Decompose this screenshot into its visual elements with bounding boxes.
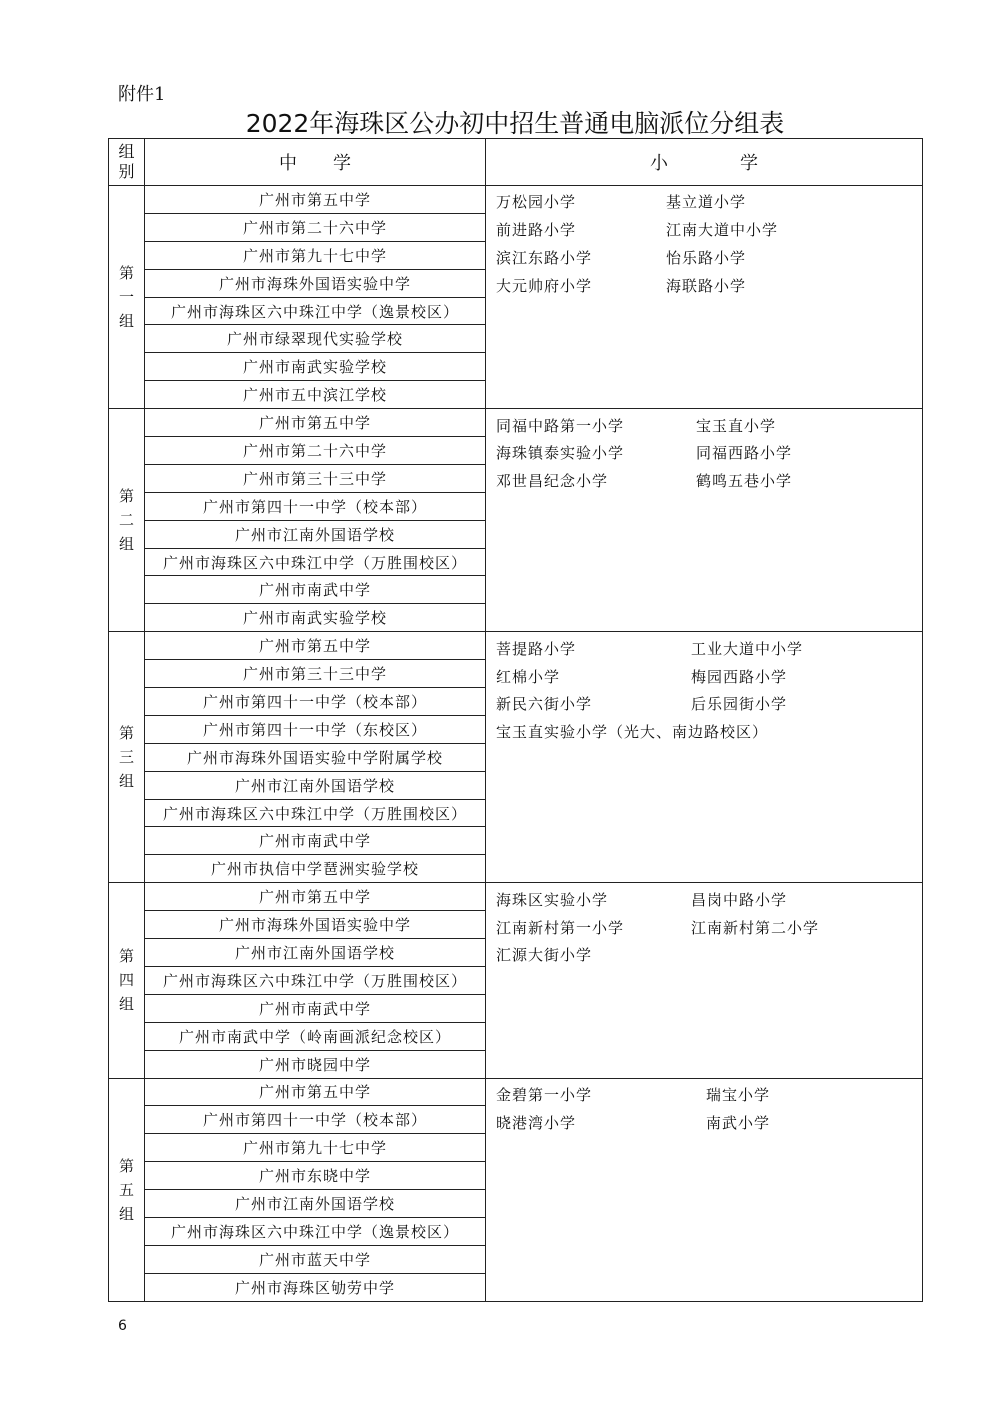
primary-school-name: 工业大道中小学 bbox=[691, 639, 804, 658]
primary-school-name: 前进路小学 bbox=[496, 221, 577, 240]
middle-school-cell: 广州市第四十一中学（校本部） bbox=[145, 1106, 486, 1134]
primary-school-name: 晓港湾小学 bbox=[496, 1113, 577, 1132]
middle-school-cell: 广州市执信中学琶洲实验学校 bbox=[145, 855, 486, 883]
primary-school-pair bbox=[496, 439, 922, 467]
middle-school-cell: 广州市江南外国语学校 bbox=[145, 520, 486, 548]
middle-school-cell: 广州市第三十三中学 bbox=[145, 464, 486, 492]
middle-school-cell: 广州市南武实验学校 bbox=[145, 353, 486, 381]
primary-school-name: 后乐园街小学 bbox=[691, 695, 788, 714]
middle-school-cell: 广州市第四十一中学（校本部） bbox=[145, 492, 486, 520]
primary-school-name: 万松园小学 bbox=[496, 193, 577, 212]
primary-school-name: 红棉小学 bbox=[496, 667, 561, 686]
primary-school-name: 金碧第一小学 bbox=[496, 1085, 593, 1104]
middle-school-cell: 广州市海珠外国语实验中学 bbox=[145, 911, 486, 939]
primary-school-name: 基立道小学 bbox=[666, 193, 747, 212]
table-row bbox=[109, 1078, 923, 1106]
group-label bbox=[109, 883, 145, 1078]
middle-school-cell: 广州市江南外国语学校 bbox=[145, 939, 486, 967]
middle-school-cell: 广州市海珠区六中珠江中学（万胜围校区） bbox=[145, 548, 486, 576]
primary-school-pair bbox=[496, 885, 922, 913]
primary-school-name: 海珠镇泰实验小学 bbox=[496, 444, 625, 463]
group-label-text: 第二组 bbox=[119, 487, 135, 554]
primary-school-pair bbox=[496, 244, 922, 272]
group-label-text: 第五组 bbox=[119, 1156, 135, 1223]
table-row bbox=[109, 632, 923, 660]
middle-school-cell: 广州市第二十六中学 bbox=[145, 213, 486, 241]
primary-school-name: 海珠区实验小学 bbox=[496, 890, 609, 909]
attachment-label: 附件1 bbox=[118, 84, 166, 105]
group-label bbox=[109, 632, 145, 883]
middle-school-cell: 广州市海珠区劬劳中学 bbox=[145, 1273, 486, 1301]
primary-school-name: 宝玉直小学 bbox=[696, 416, 777, 435]
primary-school-pair bbox=[496, 411, 922, 439]
primary-school-name: 江南新村第二小学 bbox=[691, 918, 820, 937]
primary-school-pair bbox=[496, 662, 922, 690]
middle-school-cell: 广州市绿翠现代实验学校 bbox=[145, 325, 486, 353]
primary-school-cell bbox=[486, 1078, 923, 1301]
middle-school-cell: 广州市南武中学 bbox=[145, 827, 486, 855]
table-body bbox=[109, 186, 923, 1302]
primary-school-pair bbox=[496, 1081, 922, 1109]
grouping-table bbox=[108, 138, 923, 1302]
primary-school-pair bbox=[496, 467, 922, 495]
primary-school-pair bbox=[496, 718, 922, 746]
header-group bbox=[109, 139, 145, 186]
primary-school-name: 鹤鸣五巷小学 bbox=[696, 472, 793, 491]
primary-school-cell bbox=[486, 632, 923, 883]
primary-school-name: 同福中路第一小学 bbox=[496, 416, 625, 435]
group-label-text: 第四组 bbox=[119, 947, 135, 1014]
middle-school-cell: 广州市海珠区六中珠江中学（逸景校区） bbox=[145, 1217, 486, 1245]
primary-school-name: 同福西路小学 bbox=[696, 444, 793, 463]
middle-school-cell: 广州市海珠区六中珠江中学（万胜围校区） bbox=[145, 966, 486, 994]
middle-school-cell: 广州市第五中学 bbox=[145, 632, 486, 660]
primary-school-name: 江南新村第一小学 bbox=[496, 918, 625, 937]
middle-school-cell: 广州市江南外国语学校 bbox=[145, 771, 486, 799]
middle-school-cell: 广州市南武中学（岭南画派纪念校区） bbox=[145, 1022, 486, 1050]
primary-school-cell bbox=[486, 883, 923, 1078]
middle-school-cell: 广州市南武实验学校 bbox=[145, 604, 486, 632]
primary-school-name: 梅园西路小学 bbox=[691, 667, 788, 686]
middle-school-cell: 广州市海珠区六中珠江中学（万胜围校区） bbox=[145, 799, 486, 827]
middle-school-cell: 广州市海珠外国语实验中学附属学校 bbox=[145, 743, 486, 771]
middle-school-cell: 广州市第五中学 bbox=[145, 186, 486, 214]
header-primary-school: 小 学 bbox=[486, 139, 923, 186]
primary-school-name: 大元帅府小学 bbox=[496, 277, 593, 296]
primary-school-name: 瑞宝小学 bbox=[706, 1085, 771, 1104]
primary-school-cell bbox=[486, 186, 923, 409]
group-label bbox=[109, 1078, 145, 1301]
table-row bbox=[109, 883, 923, 911]
middle-school-cell: 广州市晓园中学 bbox=[145, 1050, 486, 1078]
primary-school-pair bbox=[496, 188, 922, 216]
primary-school-name: 菩提路小学 bbox=[496, 639, 577, 658]
middle-school-cell: 广州市海珠外国语实验中学 bbox=[145, 269, 486, 297]
middle-school-cell: 广州市第五中学 bbox=[145, 1078, 486, 1106]
primary-school-name: 南武小学 bbox=[706, 1113, 771, 1132]
group-label bbox=[109, 186, 145, 409]
primary-school-pair bbox=[496, 690, 922, 718]
middle-school-cell: 广州市海珠区六中珠江中学（逸景校区） bbox=[145, 297, 486, 325]
middle-school-cell: 广州市第九十七中学 bbox=[145, 241, 486, 269]
middle-school-cell: 广州市第九十七中学 bbox=[145, 1134, 486, 1162]
table-row bbox=[109, 409, 923, 437]
table-row bbox=[109, 186, 923, 214]
page-number: 6 bbox=[118, 1318, 127, 1334]
primary-school-pair bbox=[496, 941, 922, 969]
header-group-label: 组别 bbox=[118, 142, 135, 181]
group-label-text: 第一组 bbox=[119, 264, 135, 331]
header-middle-school: 中 学 bbox=[145, 139, 486, 186]
group-label bbox=[109, 409, 145, 632]
primary-school-pair bbox=[496, 913, 922, 941]
primary-school-name: 怡乐路小学 bbox=[666, 249, 747, 268]
middle-school-cell: 广州市第二十六中学 bbox=[145, 437, 486, 465]
primary-school-cell bbox=[486, 409, 923, 632]
primary-school-name: 昌岗中路小学 bbox=[691, 890, 788, 909]
document-title: 2022年海珠区公办初中招生普通电脑派位分组表 bbox=[245, 109, 785, 138]
middle-school-cell: 广州市第四十一中学（东校区） bbox=[145, 715, 486, 743]
primary-school-pair bbox=[496, 216, 922, 244]
primary-school-name: 江南大道中小学 bbox=[666, 221, 779, 240]
middle-school-cell: 广州市第四十一中学（校本部） bbox=[145, 688, 486, 716]
primary-school-name: 邓世昌纪念小学 bbox=[496, 472, 609, 491]
middle-school-cell: 广州市蓝天中学 bbox=[145, 1245, 486, 1273]
primary-school-pair bbox=[496, 272, 922, 300]
table-header-row bbox=[109, 139, 923, 186]
primary-school-name: 滨江东路小学 bbox=[496, 249, 593, 268]
middle-school-cell: 广州市江南外国语学校 bbox=[145, 1190, 486, 1218]
primary-school-pair bbox=[496, 634, 922, 662]
middle-school-cell: 广州市南武中学 bbox=[145, 576, 486, 604]
middle-school-cell: 广州市五中滨江学校 bbox=[145, 381, 486, 409]
middle-school-cell: 广州市第三十三中学 bbox=[145, 660, 486, 688]
middle-school-cell: 广州市第五中学 bbox=[145, 409, 486, 437]
primary-school-name: 海联路小学 bbox=[666, 277, 747, 296]
middle-school-cell: 广州市南武中学 bbox=[145, 994, 486, 1022]
middle-school-cell: 广州市第五中学 bbox=[145, 883, 486, 911]
middle-school-cell: 广州市东晓中学 bbox=[145, 1162, 486, 1190]
primary-school-name: 新民六街小学 bbox=[496, 695, 593, 714]
primary-school-pair bbox=[496, 1108, 922, 1136]
group-label-text: 第三组 bbox=[119, 724, 135, 791]
primary-school-name: 宝玉直实验小学（光大、南边路校区） bbox=[496, 723, 769, 742]
primary-school-name: 汇源大街小学 bbox=[496, 946, 593, 965]
